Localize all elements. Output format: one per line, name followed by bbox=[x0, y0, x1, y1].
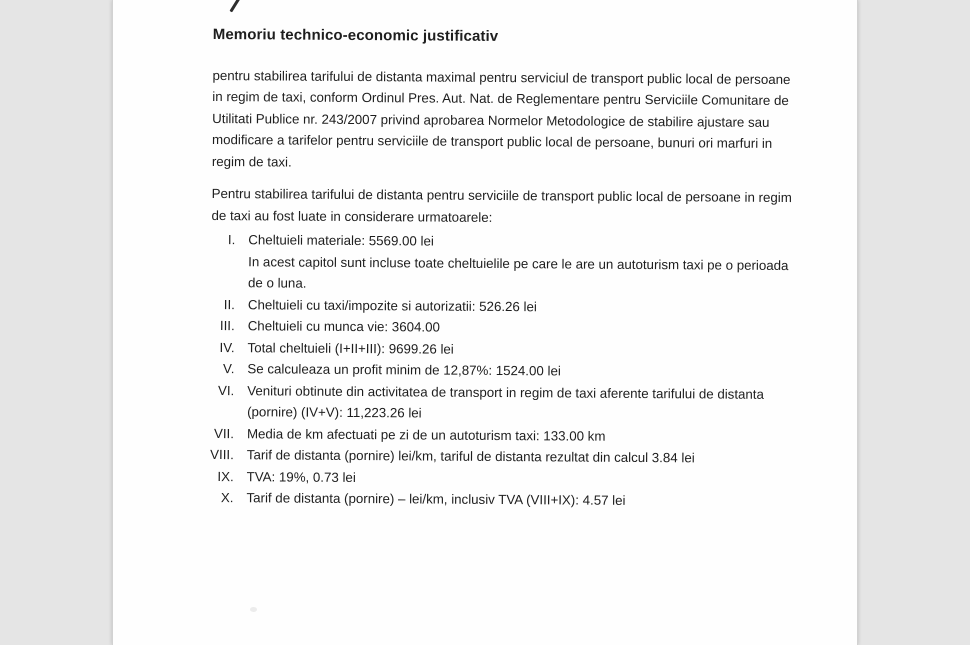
list-item-main-text: Cheltuieli cu taxi/impozite si autorizatii: 526.26 lei bbox=[247, 296, 537, 314]
list-item-main-text: Cheltuieli materiale: 5569.00 lei bbox=[248, 232, 434, 249]
list-item-numeral: IX. bbox=[217, 468, 234, 484]
list-item-text bbox=[248, 229, 791, 297]
list-item-numeral: X. bbox=[220, 490, 234, 506]
list-item-numeral: IV. bbox=[219, 339, 235, 355]
list-item-main-text: Tarif de distanta (pornire) lei/km, tariful de distanta rezultat din calcul 3.84 lei bbox=[246, 447, 695, 466]
numbered-list bbox=[209, 229, 793, 513]
list-item-numeral: VI. bbox=[217, 382, 235, 398]
list-item bbox=[211, 229, 793, 298]
document-page bbox=[112, 0, 858, 645]
list-item-main-text: Se calculeaza un profit minim de 12,87%: 1524.00 lei bbox=[247, 361, 561, 379]
list-item-note: In acest capitol sunt incluse toate cheltuielile pe care le are un autoturism taxi pe o perioada de o luna. bbox=[247, 253, 789, 291]
list-item-numeral: V. bbox=[223, 361, 235, 377]
list-lead-paragraph: Pentru stabilirea tarifului de distanta pentru serviciile de transport public local de persoane in regim de taxi au fost luate in considerare urmatoarele: bbox=[211, 185, 792, 225]
list-item-main-text: Total cheltuieli (I+II+III): 9699.26 lei bbox=[247, 339, 454, 357]
document-title: Memoriu technico-economic justificativ bbox=[212, 25, 499, 45]
list-item-main-text: Cheltuieli cu munca vie: 3604.00 bbox=[247, 318, 440, 335]
list-item bbox=[210, 379, 792, 426]
list-item-text bbox=[246, 487, 789, 512]
list-item-main-text: Venituri obtinute din activitatea de transport in regim de taxi aferente tarifului de distanta (pornire) (IV+V): 11,223.26 lei bbox=[247, 382, 764, 421]
document-content bbox=[209, 0, 795, 513]
list-item-main-text: Tarif de distanta (pornire) – lei/km, inclusiv TVA (VIII+IX): 4.57 lei bbox=[246, 490, 626, 508]
intro-paragraph: pentru stabilirea tarifului de distanta maximal pentru serviciul de transport public local de persoane in regim de taxi, conform Ordinul Pres. Aut. Nat. de Reglementare pentru Serviciile Comunitare de Utilitati Publice nr. 243/2007 privind aprobarea Normelor Metodologice de stabilire ajustare sau modificare a tarifelor pentru serviciile de transport public local de persoane, bunuri ori marfuri in regim de taxi. bbox=[211, 67, 791, 170]
list-item-text bbox=[247, 380, 790, 427]
list-item bbox=[209, 487, 791, 513]
list-item-numeral: VIII. bbox=[210, 446, 234, 463]
list-item-main-text: TVA: 19%, 0.73 lei bbox=[246, 468, 356, 485]
list-item-numeral: I. bbox=[227, 232, 236, 248]
list-item-numeral: II. bbox=[223, 296, 235, 312]
list-item-main-text: Media de km afectuati pe zi de un autoturism taxi: 133.00 km bbox=[246, 425, 606, 444]
list-item-numeral: VII. bbox=[213, 425, 235, 441]
scan-artifact-smudge bbox=[250, 607, 257, 612]
list-item-numeral: III. bbox=[219, 318, 235, 334]
